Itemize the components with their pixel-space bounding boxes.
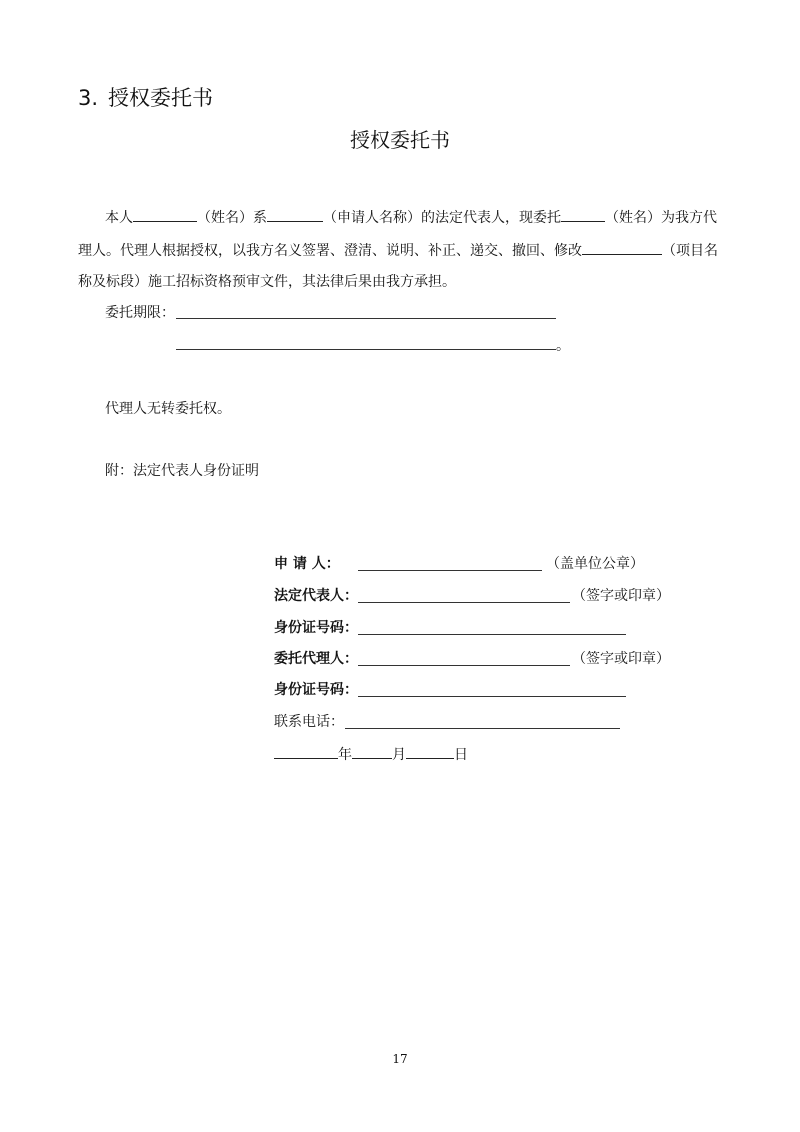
section-heading [78,84,213,112]
paragraph-line-1 [105,207,717,228]
text-segment: 理人。代理人根据授权，以我方名义签署、澄清、说明、补正、递交、撤回、修改 [78,243,582,259]
project-name-blank[interactable] [582,240,662,255]
text-segment: 本人 [105,210,133,226]
legal-rep-note: （签字或印章） [572,588,670,604]
no-transfer-text: 代理人无转委托权。 [105,401,231,417]
term-line-2[interactable] [176,349,556,350]
text-segment: （申请人名称）的法定代表人，现委托 [323,210,561,226]
term-label: 委托期限： [105,305,175,321]
agent-label: 委托代理人： [274,651,358,667]
applicant-note: （盖单位公章） [546,556,644,572]
month-blank[interactable] [352,744,392,759]
id-number-line-2[interactable] [358,696,626,697]
year-blank[interactable] [274,744,338,759]
term-end-mark: 。 [556,338,570,354]
id-number-label-2: 身份证号码： [274,682,358,698]
paragraph-line-2 [78,240,718,261]
legal-rep-label: 法定代表人： [274,588,358,604]
paragraph-line-3: 称及标段）施工招标资格预审文件，其法律后果由我方承担。 [78,274,456,290]
applicant-line[interactable] [358,570,542,571]
section-title: 授权委托书 [108,86,214,110]
text-segment: （姓名）为我方代 [605,210,717,226]
year-label: 年 [338,747,352,763]
agent-line[interactable] [358,665,570,666]
term-line-1[interactable] [176,318,556,319]
agent-name-blank[interactable] [561,207,605,222]
day-label: 日 [454,747,468,763]
phone-label: 联系电话： [274,714,344,730]
applicant-name-blank[interactable] [267,207,323,222]
id-number-label-1: 身份证号码： [274,620,358,636]
page-number: 17 [392,1052,408,1066]
applicant-label: 申 请 人： [274,556,340,572]
section-number: 3. [78,86,99,110]
date-line [274,744,468,765]
month-label: 月 [392,747,406,763]
name-blank[interactable] [133,207,197,222]
day-blank[interactable] [406,744,454,759]
phone-line[interactable] [345,728,620,729]
attachment-note: 附：法定代表人身份证明 [105,463,259,479]
id-number-line-1[interactable] [358,634,626,635]
document-title: 授权委托书 [350,128,450,152]
agent-note: （签字或印章） [572,651,670,667]
text-segment: （姓名）系 [197,210,267,226]
legal-rep-line[interactable] [358,602,570,603]
text-segment: （项目名 [662,243,718,259]
